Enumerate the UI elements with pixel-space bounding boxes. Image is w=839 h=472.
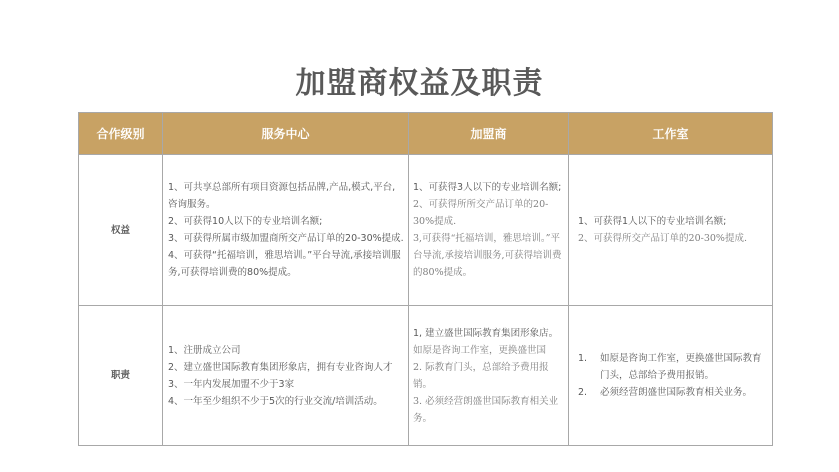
- franchise-rights-table: [78, 112, 773, 446]
- list-item: [578, 384, 766, 401]
- list-item: 2. 际教育门头，总部给予费用报销。: [413, 361, 549, 390]
- list-item: 2、可获得所所交产品订单的20-30%提成.: [413, 199, 549, 227]
- list-item: 1、注册成立公司: [168, 344, 241, 356]
- table-header-row: [79, 113, 773, 155]
- row-label-duties: 职责: [79, 306, 163, 446]
- list-item: 2、建立盛世国际教育集团形象店，拥有专业咨询人才: [168, 361, 393, 373]
- duties-franchisee-cell: [409, 306, 569, 446]
- list-item: 3,可获得“托福培训，雅思培训。”平台导流,承接培训服务,可获得培训费的80%提成。: [413, 233, 562, 278]
- list-item: 1、可获得3人以下的专业培训名额;: [413, 182, 562, 193]
- list-item-text: 必须经营朗盛世国际教育相关业务。: [600, 387, 753, 398]
- header-studio: 工作室: [569, 113, 773, 155]
- list-item-text: 如原是咨询工作室，更换盛世国际教育门头，总部给予费用报销。: [600, 353, 762, 381]
- list-item: [578, 350, 766, 384]
- list-item: 1, 建立盛世国际教育集团形象店。: [413, 327, 559, 339]
- rights-studio-cell: [569, 155, 773, 306]
- header-level: 合作级别: [79, 113, 163, 155]
- list-item: 3、可获得所属市级加盟商所交产品订单的20-30%提成.: [168, 233, 404, 244]
- list-item: 如原是咨询工作室，更换盛世国: [413, 344, 547, 356]
- list-item: 3. 必须经营朗盛世国际教育相关业务。: [413, 395, 559, 424]
- duties-service-center-cell: [163, 306, 409, 446]
- table-row-duties: [79, 306, 773, 446]
- list-item: 1、可共享总部所有项目资源包括品牌,产品,模式,平台,咨询服务。: [168, 182, 396, 210]
- list-item: 3、一年内发展加盟不少于3家: [168, 378, 295, 390]
- rights-service-center-cell: [163, 155, 409, 306]
- list-item-number: 2.: [578, 387, 588, 398]
- header-franchisee: 加盟商: [409, 113, 569, 155]
- list-item: 2、可获得10人以下的专业培训名额;: [168, 216, 323, 227]
- row-label-rights: 权益: [79, 155, 163, 306]
- list-item: 4、可获得“托福培训，雅思培训。”平台导流,承接培训服务,可获得培训费的80%提成。: [168, 250, 401, 278]
- table-row-rights: [79, 155, 773, 306]
- rights-franchisee-cell: [409, 155, 569, 306]
- duties-studio-cell: [569, 306, 773, 446]
- page-title: 加盟商权益及职责: [295, 66, 544, 101]
- list-item: 4、一年至少组织不少于5次的行业交流/培训活动。: [168, 395, 383, 407]
- header-service-center: 服务中心: [163, 113, 409, 155]
- list-item: 2、可获得所交产品订单的20-30%提成.: [578, 233, 747, 244]
- list-item-number: 1.: [578, 353, 588, 364]
- list-item: 1、可获得1人以下的专业培训名额;: [578, 216, 727, 227]
